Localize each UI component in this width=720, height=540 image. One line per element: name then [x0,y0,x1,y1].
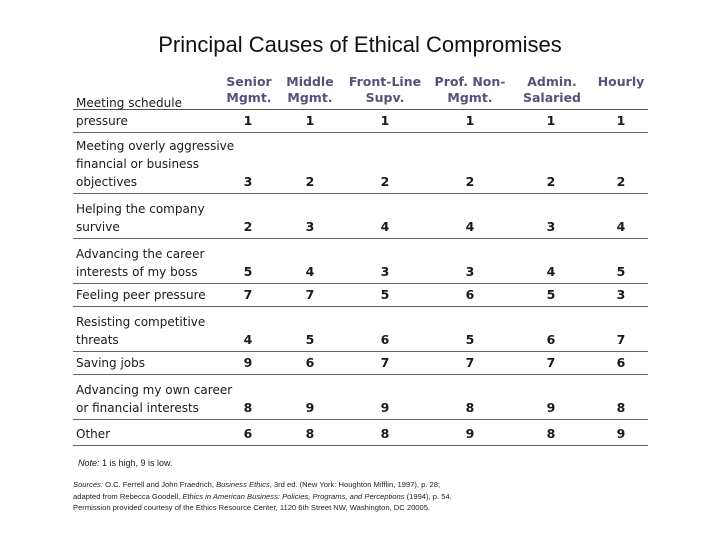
rank-cell: 1 [616,113,626,128]
rank-cell: 1 [243,113,253,128]
sources-book-title: Ethics in American Business: Policies, Programs, and Perceptions [182,491,405,501]
rank-cell: 8 [465,400,475,415]
col-header-line1: Middle [286,74,334,89]
rank-cell: 6 [546,332,556,347]
rank-cell: 8 [243,400,253,415]
rank-cell: 7 [380,355,390,370]
rank-cell: 1 [546,113,556,128]
rank-cell: 1 [305,113,315,128]
row-label: Feeling peer pressure [76,288,206,302]
rank-cell: 9 [305,400,315,415]
rank-cell: 5 [243,264,253,279]
row-label: Resisting competitive threats [76,315,206,347]
row-label: Advancing the career interests of my boss [76,247,205,279]
col-header-line1: Prof. Non- [434,74,506,89]
col-header-line2: Mgmt. [447,90,493,105]
rank-cell: 8 [616,400,626,415]
note-prefix: Note: [78,458,100,468]
causes-table [73,73,648,446]
rank-cell: 1 [380,113,390,128]
rank-cell: 8 [546,426,556,441]
rank-cell: 9 [243,355,253,370]
table-row [73,133,648,194]
rank-cell: 4 [616,219,626,234]
rank-cell: 1 [465,113,475,128]
row-label: Advancing my own career or financial interests [76,383,233,415]
rank-cell: 5 [380,287,390,302]
rank-cell: 4 [380,219,390,234]
rank-cell: 3 [243,174,253,189]
col-header-admin-salaried [519,74,585,106]
col-header-middle-mgmt [281,74,339,106]
rank-cell: 6 [380,332,390,347]
col-header-line2: Supv. [365,90,405,105]
rank-cell: 2 [305,174,315,189]
col-header-line1: Admin. [527,74,577,89]
rank-cell: 2 [616,174,626,189]
col-header-prof-non-mgmt [431,74,509,106]
col-header-line1: Front-Line [348,74,422,89]
row-label: Meeting schedule pressure [76,96,182,128]
table-row [73,239,648,284]
rank-cell: 9 [616,426,626,441]
rank-cell: 3 [380,264,390,279]
table-row [73,194,648,239]
sources-book-title: Business Ethics [216,480,270,489]
rank-cell: 7 [616,332,626,347]
sources-prefix: Sources: [73,480,103,489]
col-header-line2: Mgmt. [287,90,333,105]
rank-cell: 2 [546,174,556,189]
rank-cell: 7 [465,355,475,370]
sources-line-2 [73,491,593,503]
rank-cell: 5 [546,287,556,302]
sources-citation [73,479,593,514]
rank-cell: 2 [465,174,475,189]
col-header-front-line-supv [345,74,425,106]
table-row [73,307,648,352]
rank-cell: 3 [616,287,626,302]
rank-cell: 8 [305,426,315,441]
sources-line-3: Permission provided courtesy of the Ethics Resource Center, 1120 6th Street NW, Washington, DC 20005. [73,503,431,512]
rank-cell: 6 [616,355,626,370]
sources-line-1 [73,479,593,491]
rank-cell: 4 [243,332,253,347]
page-title: Principal Causes of Ethical Compromises [158,32,562,57]
col-header-line2: Salaried [522,90,582,105]
rank-cell: 4 [465,219,475,234]
rank-cell: 9 [465,426,475,441]
sources-text: (1994), p. 54. [404,491,452,501]
rank-cell: 3 [305,219,315,234]
rank-cell: 9 [546,400,556,415]
col-header-line1: Senior [226,74,272,89]
table-row [73,420,648,446]
rank-cell: 6 [243,426,253,441]
rank-cell: 8 [380,426,390,441]
rank-cell: 3 [546,219,556,234]
col-header-line2: Hourly [597,74,645,89]
rank-cell: 5 [305,332,315,347]
row-label: Meeting overly aggressive financial or business objectives [76,139,235,189]
rank-cell: 7 [546,355,556,370]
row-label: Other [76,427,111,441]
col-header-line2: Mgmt. [226,90,272,105]
rank-cell: 7 [243,287,253,302]
rank-cell: 5 [616,264,626,279]
table-row [73,352,648,375]
table-row [73,375,648,420]
note-text: 1 is high, 9 is low. [99,458,173,468]
rank-cell: 2 [243,219,253,234]
rank-cell: 9 [380,400,390,415]
table-note [78,458,173,468]
rank-cell: 5 [465,332,475,347]
rank-cell: 2 [380,174,390,189]
sources-text: O.C. Ferrell and John Fraedrich, [102,480,217,489]
table-row [73,284,648,307]
rank-cell: 4 [546,264,556,279]
sources-text: , 3rd ed. (New York: Houghton Mifflin, 1997), p. 28; [269,480,441,489]
rank-cell: 4 [305,264,315,279]
rank-cell: 6 [465,287,475,302]
col-header-hourly [595,74,647,90]
rank-cell: 7 [305,287,315,302]
rank-cell: 6 [305,355,315,370]
sources-text: adapted from Rebecca Goodell, [73,491,183,501]
row-label: Saving jobs [76,356,145,370]
rank-cell: 3 [465,264,475,279]
row-label: Helping the company survive [76,202,205,234]
